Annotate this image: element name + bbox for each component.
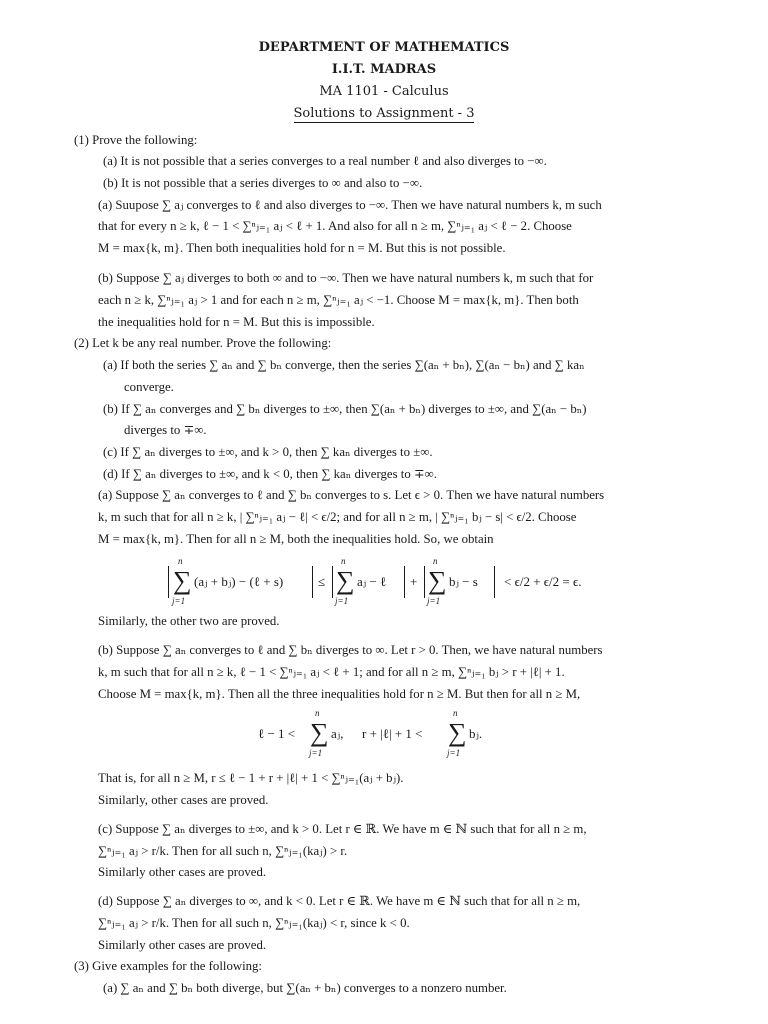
text-line: that for every n ≥ k, ℓ − 1 < ∑ⁿⱼ₌₁ aⱼ < ℓ + 1. And also for all n ≥ m, ∑ⁿⱼ₌₁ aⱼ < ℓ − 2. Choose [98,219,572,233]
text-line: (a) It is not possible that a series converges to a real number ℓ and also diverges to −∞. [103,154,547,168]
document-title [0,106,768,122]
text-line: (b) Suppose ∑ aₙ converges to ℓ and ∑ bₙ diverges to ∞. Let r > 0. Then, we have natural numbers [98,643,603,657]
sum-symbol: ∑ [336,566,355,595]
relation-symbol: ≤ [318,574,326,589]
document-title-text: Solutions to Assignment - 3 [293,106,475,121]
abs-bar [404,566,405,598]
text-line: Similarly other cases are proved. [98,938,267,952]
text-line: (d) Suppose ∑ aₙ diverges to ∞, and k < 0. Let r ∈ ℝ. We have m ∈ ℕ such that for all n ≥ m, [98,894,581,908]
text-line: (b) It is not possible that a series diverges to ∞ and also to −∞. [103,176,423,190]
abs-bar [312,566,313,598]
sum-lower-limit: j=1 [447,748,461,758]
text-line: (3) Give examples for the following: [74,959,262,973]
text-line: each n ≥ k, ∑ⁿⱼ₌₁ aⱼ > 1 and for each n ≥ m, ∑ⁿⱼ₌₁ aⱼ < −1. Choose M = max{k, m}. Then both [98,293,579,307]
text-line: diverges to ∓∞. [124,423,207,437]
text-line: (c) Suppose ∑ aₙ diverges to ±∞, and k > 0. Let r ∈ ℝ. We have m ∈ ℕ such that for all n ≥ m, [98,822,587,836]
sum-symbol: ∑ [173,566,192,595]
sum-term: bⱼ − s [449,574,478,589]
text-line: M = max{k, m}. Then both inequalities hold for n = M. But this is not possible. [98,241,506,255]
sum-symbol: ∑ [448,718,467,747]
sum-term: aⱼ, [331,726,344,741]
plus-symbol: + [410,574,418,589]
abs-bar [424,566,425,598]
sum-lower-limit: j=1 [427,596,441,606]
text-line: (a) Suppose ∑ aₙ converges to ℓ and ∑ bₙ converges to s. Let ϵ > 0. Then we have natural numbers [98,488,605,502]
text-line: Similarly, other cases are proved. [98,793,269,807]
text-line: converge. [124,380,174,394]
text-line: (2) Let k be any real number. Prove the following: [74,336,332,350]
text-line: the inequalities hold for n = M. But this is impossible. [98,315,375,329]
text-line: ∑ⁿⱼ₌₁ aⱼ > r/k. Then for all such n, ∑ⁿⱼ₌₁(kaⱼ) < r, since k < 0. [98,916,410,930]
text-line: (b) If ∑ aₙ converges and ∑ bₙ diverges to ±∞, then ∑(aₙ + bₙ) diverges to ±∞, and ∑(aₙ − bₙ) [103,402,587,416]
sum-upper-limit: n [178,556,183,566]
text-line: ∑ⁿⱼ₌₁ aⱼ > r/k. Then for all such n, ∑ⁿⱼ₌₁(kaⱼ) > r. [98,844,348,858]
text-line: k, m such that for all n ≥ k, ℓ − 1 < ∑ⁿⱼ₌₁ aⱼ < ℓ + 1; and for all n ≥ m, ∑ⁿⱼ₌₁ bⱼ > r + |ℓ| + 1. [98,665,565,679]
abs-bar [494,566,495,598]
display-equation-1 [160,556,620,608]
sum-symbol: ∑ [428,566,447,595]
sum-lower-limit: j=1 [172,596,186,606]
sum-term: aⱼ − ℓ [357,574,387,589]
sum-upper-limit: n [433,556,438,566]
text-line: k, m such that for all n ≥ k, | ∑ⁿⱼ₌₁ aⱼ − ℓ| < ϵ/2; and for all n ≥ m, | ∑ⁿⱼ₌₁ bⱼ − s| < ϵ/2. Choose [98,510,577,524]
sum-term: (aⱼ + bⱼ) − (ℓ + s) [194,574,284,589]
sum-upper-limit: n [341,556,346,566]
text-line: (b) Suppose ∑ aⱼ diverges to both ∞ and to −∞. Then we have natural numbers k, m such that for [98,271,594,285]
inequality-lhs: r + |ℓ| + 1 < [362,726,423,741]
sum-symbol: ∑ [310,718,329,747]
abs-bar [168,566,169,598]
text-line: (d) If ∑ aₙ diverges to ±∞, and k < 0, then ∑ kaₙ diverges to ∓∞. [103,467,437,481]
text-line: That is, for all n ≥ M, r ≤ ℓ − 1 + r + |ℓ| + 1 < ∑ⁿⱼ₌₁(aⱼ + bⱼ). [98,771,404,785]
text-line: (a) If both the series ∑ aₙ and ∑ bₙ converge, then the series ∑(aₙ + bₙ), ∑(aₙ − bₙ) and ∑ kaₙ [103,358,585,372]
inequality-lhs: ℓ − 1 < [258,726,296,741]
display-equation-2 [258,708,518,760]
text-line: (a) Suupose ∑ aⱼ converges to ℓ and also diverges to −∞. Then we have natural numbers k, m such [98,198,602,212]
text-line: Choose M = max{k, m}. Then all the three inequalities hold for n ≥ M. But then for all n ≥ M, [98,687,581,701]
sum-lower-limit: j=1 [335,596,349,606]
text-line: Similarly other cases are proved. [98,865,267,879]
text-line: (a) ∑ aₙ and ∑ bₙ both diverge, but ∑(aₙ + bₙ) converges to a nonzero number. [103,981,507,995]
abs-bar [332,566,333,598]
department-heading: DEPARTMENT OF MATHEMATICS [258,40,510,55]
institute-heading: I.I.T. MADRAS [331,62,437,77]
sum-upper-limit: n [315,708,320,718]
equation-tail: < ϵ/2 + ϵ/2 = ϵ. [504,574,582,589]
text-line: (1) Prove the following: [74,133,198,147]
sum-term: bⱼ. [469,726,483,741]
text-line: M = max{k, m}. Then for all n ≥ M, both the inequalities hold. So, we obtain [98,532,494,546]
sum-upper-limit: n [453,708,458,718]
text-line: (c) If ∑ aₙ diverges to ±∞, and k > 0, then ∑ kaₙ diverges to ±∞. [103,445,433,459]
sum-lower-limit: j=1 [309,748,323,758]
course-heading: MA 1101 - Calculus [319,84,449,99]
text-line: Similarly, the other two are proved. [98,614,280,628]
